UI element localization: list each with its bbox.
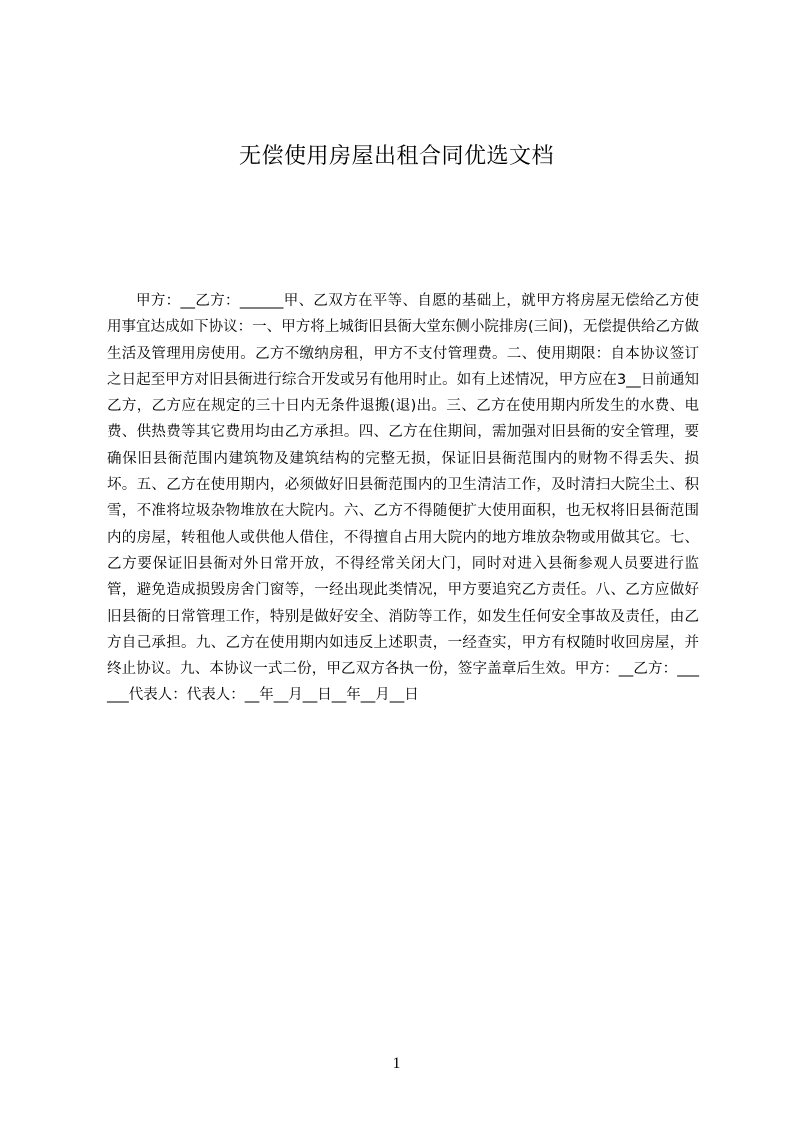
- page-number: 1: [392, 1055, 401, 1072]
- contract-body-text: 甲方：__乙方：______甲、乙双方在平等、自愿的基础上，就甲方将房屋无偿给乙方使用事宜达成如下协议：一、甲方将上城街旧县衙大堂东侧小院排房(三间)，无偿提供给乙方做生活及管理用房使用。乙方不缴纳房租，甲方不支付管理费。二、使用期限：自本协议签订之日起至甲方对旧县衙进行综合开发或另有他用时止。如有上述情况，甲方应在3__日前通知乙方，乙方应在规定的三十日内无条件退搬(退)出。三、乙方在使用期内所发生的水费、电费、供热费等其它费用均由乙方承担。四、乙方在住期间，需加强对旧县衙的安全管理，要确保旧县衙范围内建筑物及建筑结构的完整无损，保证旧县衙范围内的财物不得丢失、损坏。五、乙方在使用期内，必须做好旧县衙范围内的卫生清洁工作，及时清扫大院尘土、积雪，不准将垃圾杂物堆放在大院内。六、乙方不得随便扩大使用面积，也无权将旧县衙范围内的房屋，转租他人或供他人借住，不得擅自占用大院内的地方堆放杂物或用做其它。七、乙方要保证旧县衙对外日常开放，不得经常关闭大门，同时对进入县衙参观人员要进行监管，避免造成损毁房舍门窗等，一经出现此类情况，甲方要追究乙方责任。八、乙方应做好旧县衙的日常管理工作，特别是做好安全、消防等工作，如发生任何安全事故及责任，由乙方自己承担。九、乙方在使用期内如违反上述职责，一经查实，甲方有权随时收回房屋，并终止协议。九、本协议一式二份，甲乙双方各执一份，签字盖章后生效。甲方：__乙方：______代表人：代表人：__年__月__日__年__月__日: [107, 293, 699, 704]
- page-title: 无偿使用房屋出租合同优选文档: [238, 144, 554, 169]
